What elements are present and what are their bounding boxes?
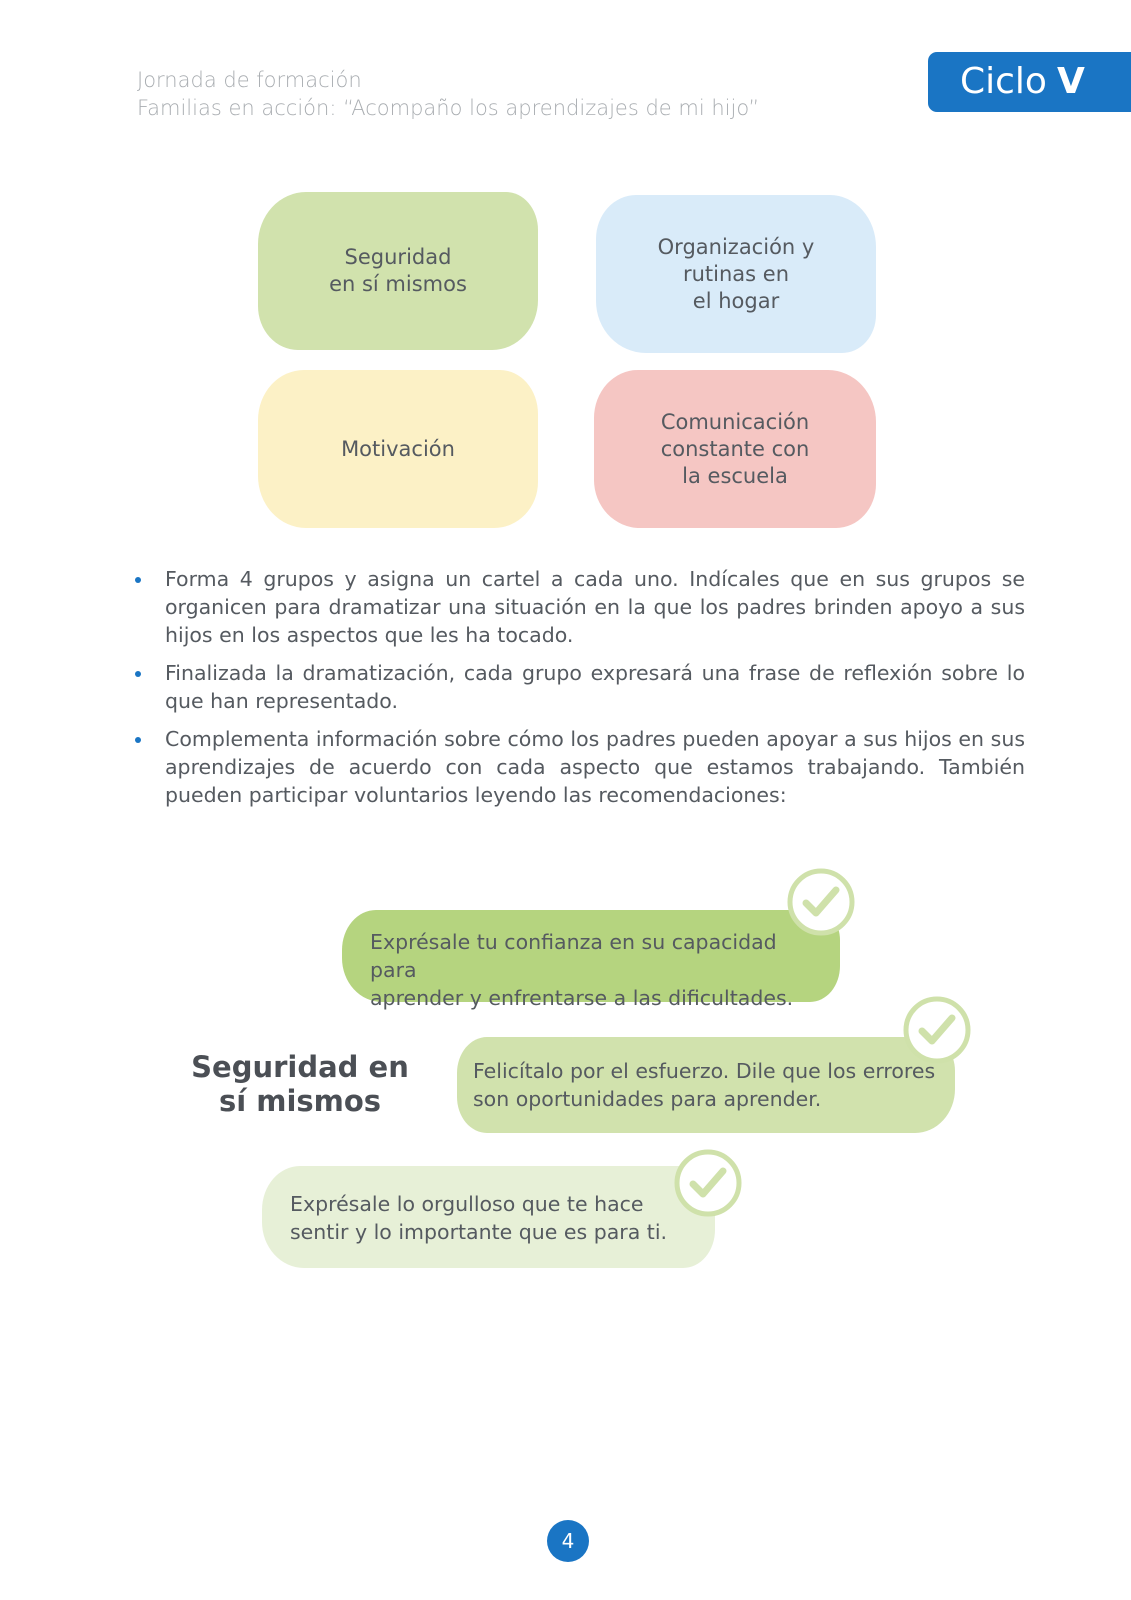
tip-bubble bbox=[457, 1037, 955, 1133]
tip-text: Felicítalo por el esfuerzo. Dile que los errores son oportunidades para aprender. bbox=[473, 1059, 936, 1111]
list-item: Finalizada la dramatización, cada grupo expresará una frase de reflexión sobre lo que han representado. bbox=[135, 659, 1025, 715]
check-circle-icon bbox=[672, 1147, 744, 1219]
cycle-tab bbox=[928, 52, 1131, 112]
header-subtitle: Familias en acción: “Acompaño los aprendizajes de mi hijo” bbox=[137, 96, 760, 120]
card-organizacion bbox=[596, 195, 876, 353]
header-title: Jornada de formación bbox=[137, 68, 362, 92]
tip-text: Exprésale lo orgulloso que te hace sentir y lo importante que es para ti. bbox=[290, 1192, 668, 1244]
check-circle-icon bbox=[901, 994, 973, 1066]
card-comunicacion bbox=[594, 370, 876, 528]
card-label: Motivación bbox=[341, 436, 455, 461]
card-label: Organización y rutinas en el hogar bbox=[657, 234, 815, 313]
card-label: Seguridad en sí mismos bbox=[329, 245, 467, 296]
instruction-list bbox=[135, 565, 1025, 819]
section-title: Seguridad en sí mismos bbox=[191, 1050, 409, 1118]
document-header bbox=[137, 66, 759, 122]
list-item: Forma 4 grupos y asigna un cartel a cada uno. Indícales que en sus grupos se organicen para dramatizar una situación en la que los padres brinden apoyo a sus hijos en los aspectos que les ha tocado. bbox=[135, 565, 1025, 649]
tip-text: Exprésale tu confianza en su capacidad para aprender y enfrentarse a las dificultades. bbox=[370, 930, 794, 1010]
tip-bubble bbox=[342, 910, 840, 1010]
card-label: Comunicación constante con la escuela bbox=[660, 409, 810, 488]
cycle-label: Ciclo bbox=[960, 61, 1047, 102]
cycle-number: V bbox=[1056, 61, 1085, 102]
check-circle-icon bbox=[785, 866, 857, 938]
tip-bubble bbox=[262, 1166, 715, 1268]
page-number: 4 bbox=[547, 1520, 589, 1562]
card-motivacion bbox=[258, 370, 538, 528]
card-seguridad bbox=[258, 192, 538, 350]
list-item: Complementa información sobre cómo los padres pueden apoyar a sus hijos en sus aprendizajes de acuerdo con cada aspecto que estamos trabajando. También pueden participar voluntarios leyendo las recomendaciones: bbox=[135, 725, 1025, 809]
